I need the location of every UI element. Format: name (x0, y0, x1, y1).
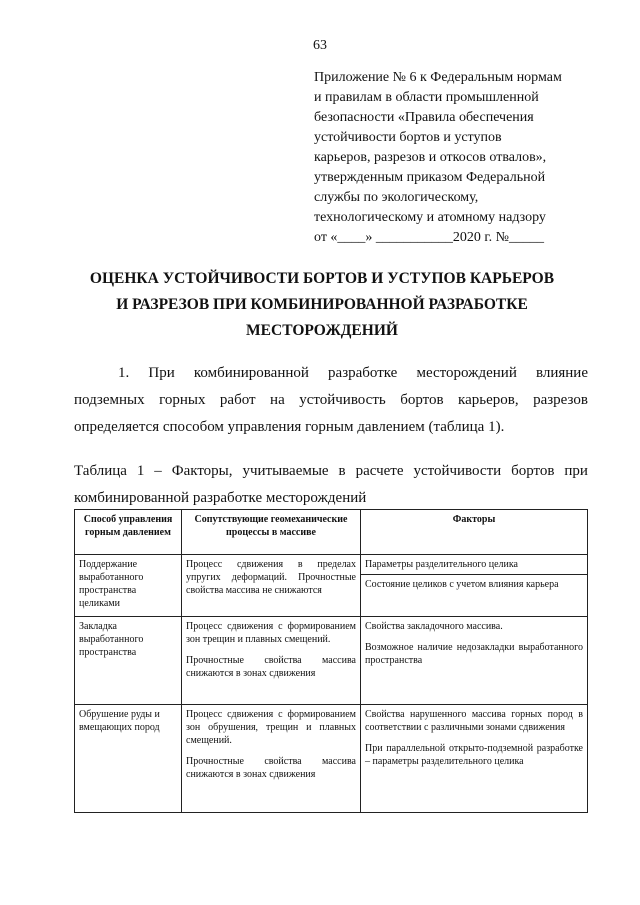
process-text: Прочностные свойства массива снижаются в зонах сдвижения (186, 756, 356, 780)
word: 1 (136, 463, 145, 479)
word: устойчивость (299, 392, 386, 408)
factor-text: При параллельной открыто-подземной разработке – параметры разделительного целика (365, 743, 583, 767)
caption-line (74, 458, 588, 485)
word: месторождений (416, 365, 517, 381)
word: разработке (328, 365, 398, 381)
word: горных (159, 392, 206, 408)
appendix-line: Приложение № 6 к Федеральным нормам (314, 70, 562, 85)
word: карьеров, (458, 392, 519, 408)
factor-text: Свойства нарушенного массива горных пород в соответствии с различными зонами сдвижения (365, 709, 583, 733)
cell-factors (361, 555, 588, 617)
table-row (75, 617, 588, 705)
cell-processes (182, 555, 361, 617)
document-title (60, 266, 584, 344)
appendix-line: устойчивости бортов и уступов (314, 130, 502, 145)
page-number: 63 (313, 38, 327, 53)
word: разрезов (533, 392, 588, 408)
word: подземных (74, 392, 145, 408)
word: работ (219, 392, 256, 408)
word: – (154, 463, 162, 479)
word: бортов (511, 463, 555, 479)
process-text: Процесс сдвижения с формированием зон обрушения, трещин и плавных смещений. (186, 709, 356, 746)
header-method: Способ управления горным давлением (75, 510, 182, 555)
cell-method: Закладка выработанного пространства (75, 617, 182, 705)
cell-processes (182, 705, 361, 813)
paragraph-1 (74, 360, 588, 441)
word: При (148, 365, 175, 381)
word: комбинированной (193, 365, 309, 381)
cell-factors (361, 617, 588, 705)
word: Таблица (74, 463, 127, 479)
word: влияние (535, 365, 588, 381)
word: 1. (118, 365, 130, 381)
appendix-line: технологическому и атомному надзору (314, 210, 546, 225)
factors-table (74, 509, 588, 813)
process-text: Процесс сдвижения в пределах упругих деформаций. Прочностные свойства массива не снижаются (186, 559, 356, 596)
cell-factors (361, 705, 588, 813)
table-row (75, 705, 588, 813)
factor-text: Параметры разделительного целика (361, 555, 587, 575)
title-line: ОЦЕНКА УСТОЙЧИВОСТИ БОРТОВ И УСТУПОВ КАРЬЕРОВ (89, 270, 555, 287)
cell-method: Поддержание выработанного пространства целиками (75, 555, 182, 617)
appendix-line: службы по экологическому, (314, 190, 479, 205)
table-header-row (75, 510, 588, 555)
paragraph-line (74, 387, 588, 414)
factor-text: Свойства закладочного массива. (365, 621, 503, 632)
word: в (338, 463, 346, 479)
appendix-note (314, 68, 604, 248)
word: при (564, 463, 588, 479)
title-line: И РАЗРЕЗОВ ПРИ КОМБИНИРОВАННОЙ РАЗРАБОТКЕ (116, 296, 528, 313)
word: Факторы, (171, 463, 233, 479)
factor-text: Состояние целиков с учетом влияния карьера (365, 579, 559, 590)
caption-line: комбинированной разработке месторождений (74, 490, 367, 506)
title-line: МЕСТОРОЖДЕНИЙ (246, 322, 398, 339)
word: расчете (355, 463, 404, 479)
appendix-line: и правилам в области промышленной (314, 90, 539, 105)
appendix-line: утвержденным приказом Федеральной (314, 170, 546, 185)
word: учитываемые (242, 463, 329, 479)
factor-text: Возможное наличие недозакладки выработанного пространства (365, 642, 583, 666)
paragraph-line: определяется способом управления горным давлением (таблица 1). (74, 419, 505, 435)
table-row (75, 555, 588, 617)
word: бортов (400, 392, 444, 408)
appendix-line: карьеров, разрезов и откосов отвалов», (314, 150, 547, 165)
header-processes: Сопутствующие геомеханические процессы в массиве (182, 510, 361, 555)
header-factors: Факторы (361, 510, 588, 555)
word: на (270, 392, 285, 408)
cell-processes (182, 617, 361, 705)
appendix-line: от «____» ___________2020 г. №_____ (314, 230, 544, 245)
process-text: Прочностные свойства массива снижаются в зонах сдвижения (186, 655, 356, 679)
paragraph-line (74, 360, 588, 387)
word: устойчивости (413, 463, 502, 479)
process-text: Процесс сдвижения с формированием зон трещин и плавных смещений. (186, 621, 356, 645)
table-caption (74, 458, 588, 512)
cell-method: Обрушение руды и вмещающих пород (75, 705, 182, 813)
appendix-line: безопасности «Правила обеспечения (314, 110, 534, 125)
